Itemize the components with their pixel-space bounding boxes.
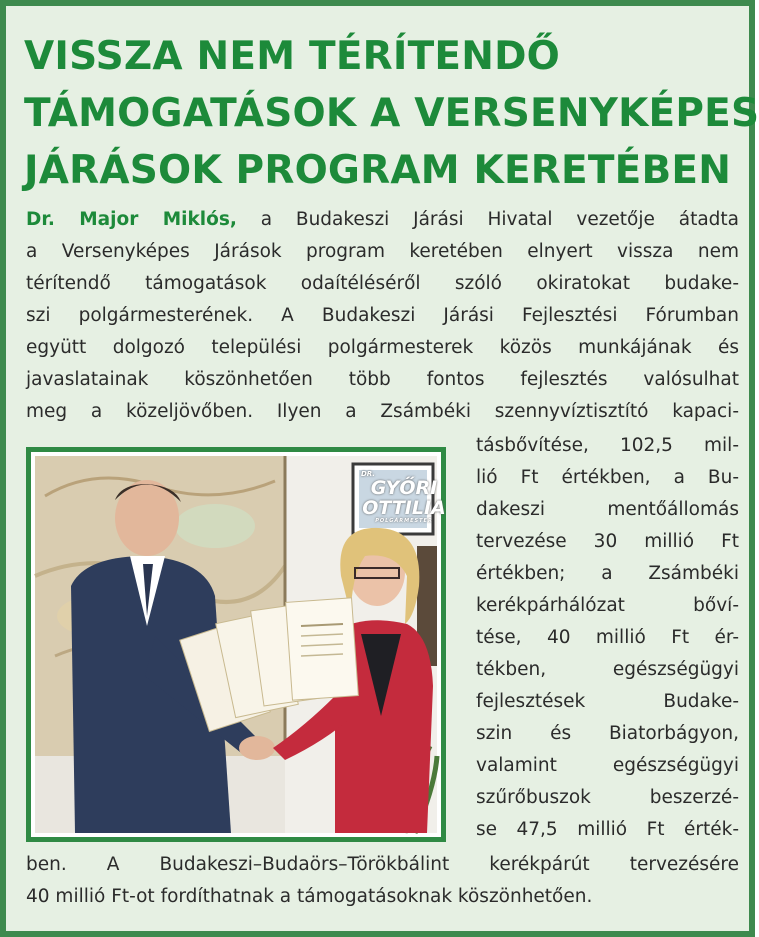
- column-line-8: tékben, egészségügyi: [476, 659, 739, 680]
- watermark-sub: POLGÁRMESTER: [375, 518, 433, 524]
- handshake: [239, 736, 275, 760]
- column-line-9: fejlesztések Budake-: [476, 691, 739, 712]
- body-line-6: meg a közeljövőben. Ilyen a Zsámbéki szennyvíztisztító kapaci-: [26, 401, 739, 422]
- title-line-1: VISSZA NEM TÉRÍTENDŐ: [24, 34, 561, 79]
- closing-line-1: ben. A Budakeszi–Budaörs–Törökbálint kerékpárút tervezésére: [26, 854, 739, 875]
- title-line-3: JÁRÁSOK PROGRAM KERETÉBEN: [24, 148, 732, 193]
- column-line-6: kerékpárhálózat bőví-: [476, 595, 739, 616]
- body-line-4: együtt dolgozó települési polgármesterek közös munkájának és: [26, 337, 739, 358]
- body-line-2: térítendő támogatások odaítéléséről szóló okiratokat budake-: [26, 273, 739, 294]
- column-line-13: se 47,5 millió Ft érték-: [476, 819, 739, 840]
- column-line-12: szűrőbuszok beszerzé-: [476, 787, 739, 808]
- column-line-7: tése, 40 millió Ft ér-: [476, 627, 739, 648]
- body-line-3: szi polgármesterének. A Budakeszi Járási Fejlesztési Fórumban: [26, 305, 739, 326]
- column-line-5: értékben; a Zsámbéki: [476, 563, 739, 584]
- watermark-prefix: DR.: [361, 470, 375, 478]
- body-line-1: a Versenyképes Járások program keretében elnyert vissza nem: [26, 241, 739, 262]
- lead-name: Dr. Major Miklós,: [26, 209, 237, 230]
- watermark-name-2: OTTILIA: [362, 497, 446, 519]
- column-line-10: szin és Biatorbágyon,: [476, 723, 739, 744]
- column-line-11: valamint egészségügyi: [476, 755, 739, 776]
- article-photo: [26, 447, 446, 842]
- watermark-name-1: GYŐRI: [370, 477, 438, 499]
- article-title: [24, 28, 759, 199]
- lead-line: [26, 204, 739, 236]
- closing-line-2: 40 millió Ft-ot fordíthatnak a támogatásoknak köszönhetően.: [26, 886, 593, 907]
- column-line-3: dakeszi mentőállomás: [476, 499, 739, 520]
- column-line-2: lió Ft értékben, a Bu-: [476, 467, 739, 488]
- photo-handover-scene: [35, 456, 446, 833]
- column-line-1: tásbővítése, 102,5 mil-: [476, 435, 739, 456]
- title-line-2: TÁMOGATÁSOK A VERSENYKÉPES: [24, 91, 759, 136]
- lead-rest: a Budakeszi Járási Hivatal vezetője átadta: [236, 209, 739, 230]
- photo-watermark: [357, 470, 451, 524]
- body-line-5: javaslatainak köszönhetően több fontos fejlesztés valósulhat: [26, 369, 739, 390]
- column-line-4: tervezése 30 millió Ft: [476, 531, 739, 552]
